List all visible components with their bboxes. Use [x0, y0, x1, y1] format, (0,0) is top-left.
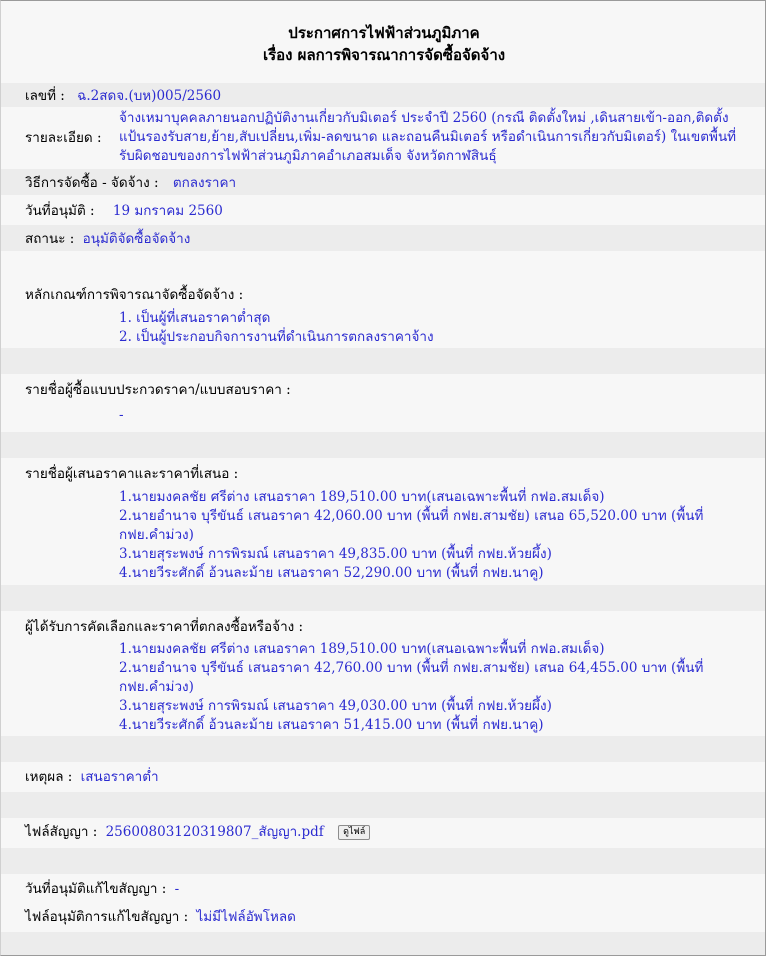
doc-number-value: ฉ.2สดจ.(บห)005/2560 [77, 88, 222, 104]
amend-date-value: - [174, 881, 180, 897]
approve-date-label: วันที่อนุมัติ : [25, 203, 95, 219]
amend-date-row [25, 880, 179, 899]
criteria-list [119, 309, 434, 347]
criteria-item: 1. เป็นผู้ที่เสนอราคาต่ำสุด [119, 310, 271, 326]
contract-file-link[interactable]: 25600803120319807_สัญญา.pdf [105, 824, 324, 840]
reason-row [25, 768, 159, 787]
approve-date-value: 19 มกราคม 2560 [112, 203, 223, 219]
selected-line: 4.นายวีระศักดิ์ อ้วนละม้าย เสนอราคา 51,415.00 บาท (พื้นที่ กฟย.นาคู) [119, 717, 544, 733]
bidder-line: 4.นายวีระศักดิ์ อ้วนละม้าย เสนอราคา 52,290.00 บาท (พื้นที่ กฟย.นาคู) [119, 565, 544, 581]
status-value: อนุมัติจัดซื้อจัดจ้าง [82, 231, 191, 247]
selected-label: ผู้ได้รับการคัดเลือกและราคาที่ตกลงซื้อหรือจ้าง : [25, 619, 304, 635]
page-subtitle: เรื่อง ผลการพิจารณาการจัดซื้อจัดจ้าง [262, 46, 506, 64]
row-band [1, 792, 766, 818]
bidders-list [119, 488, 703, 583]
selected-line: 1.นายมงคลชัย ศรีต่าง เสนอราคา 189,510.00 บาท(เสนอเฉพาะพื้นที่ กฟอ.สมเด็จ) [119, 641, 605, 657]
selected-line: 3.นายสุระพงษ์ การพิรมณ์ เสนอราคา 49,030.00 บาท (พื้นที่ กฟย.ห้วยผึ้ง) [119, 698, 552, 714]
bidder-line: กฟย.คำม่วง) [119, 527, 194, 543]
selected-list [119, 640, 703, 735]
reason-value: เสนอราคาต่ำ [80, 769, 159, 785]
contract-file-row [25, 823, 370, 842]
criteria-item: 2. เป็นผู้ประกอบกิจการงานที่ดำเนินการตกลงราคาจ้าง [119, 329, 434, 345]
detail-line: แป้นรองรับสาย,ย้าย,สับเปลี่ยน,เพิ่ม-ลดขนาด และถอนคืนมิเตอร์ หรือดำเนินการเกี่ยวกับมิเตอร์) ในเขตพื้นที่ [119, 129, 737, 145]
buyers-value: - [119, 407, 124, 423]
doc-number-row [25, 87, 221, 106]
method-value: ตกลงราคา [172, 175, 237, 191]
row-band [1, 736, 766, 762]
bidder-line: 3.นายสุระพงษ์ การพิรมณ์ เสนอราคา 49,835.00 บาท (พื้นที่ กฟย.ห้วยผึ้ง) [119, 546, 552, 562]
detail-line: จ้างเหมาบุคคลภายนอกปฏิบัติงานเกี่ยวกับมิเตอร์ ประจำปี 2560 (กรณี ติดตั้งใหม่ ,เดินสายเข้า-ออก,ติดตั้ง [119, 110, 729, 126]
criteria-label: หลักเกณฑ์การพิจารณาจัดซื้อจัดจ้าง : [25, 287, 244, 303]
detail-line: รับผิดชอบของการไฟฟ้าส่วนภูมิภาคอำเภอสมเด็จ จังหวัดกาฬสินธุ์ [119, 148, 497, 164]
method-row [25, 174, 236, 193]
contract-file-label: ไฟล์สัญญา : [25, 824, 98, 840]
selected-line: 2.นายอำนาจ บุรีขันธ์ เสนอราคา 42,760.00 บาท (พื้นที่ กฟย.สามชัย) เสนอ 64,455.00 บาท (พื้นที่ [119, 660, 704, 676]
status-label: สถานะ : [25, 231, 75, 247]
reason-label: เหตุผล : [25, 769, 73, 785]
detail-text [119, 109, 736, 166]
bidders-label: รายชื่อผู้เสนอราคาและราคาที่เสนอ : [25, 466, 239, 482]
status-row [25, 230, 190, 249]
page-title: ประกาศการไฟฟ้าส่วนภูมิภาค [288, 24, 480, 42]
buyers-label: รายชื่อผู้ซื้อแบบประกวดราคา/แบบสอบราคา : [25, 382, 291, 398]
view-file-button[interactable]: ดูไฟล์ [338, 825, 370, 840]
amend-date-label: วันที่อนุมัติแก้ไขสัญญา : [25, 881, 167, 897]
bidder-line: 1.นายมงคลชัย ศรีต่าง เสนอราคา 189,510.00 บาท(เสนอเฉพาะพื้นที่ กฟอ.สมเด็จ) [119, 489, 605, 505]
amend-file-value: ไม่มีไฟล์อัพโหลด [196, 909, 296, 925]
method-label: วิธีการจัดซื้อ - จัดจ้าง : [25, 175, 159, 191]
amend-file-label: ไฟล์อนุมัติการแก้ไขสัญญา : [25, 909, 189, 925]
amend-file-row [25, 908, 296, 927]
row-band [1, 932, 766, 956]
row-band [1, 585, 766, 611]
bidder-line: 2.นายอำนาจ บุรีขันธ์ เสนอราคา 42,060.00 บาท (พื้นที่ กฟย.สามชัย) เสนอ 65,520.00 บาท (พื้นที่ [119, 508, 704, 524]
detail-label: รายละเอียด : [25, 130, 102, 146]
row-band [1, 432, 766, 458]
approve-date-row [25, 202, 223, 221]
doc-number-label: เลขที่ : [25, 88, 65, 104]
row-band [1, 348, 766, 374]
selected-line: กฟย.คำม่วง) [119, 679, 194, 695]
row-band [1, 848, 766, 874]
